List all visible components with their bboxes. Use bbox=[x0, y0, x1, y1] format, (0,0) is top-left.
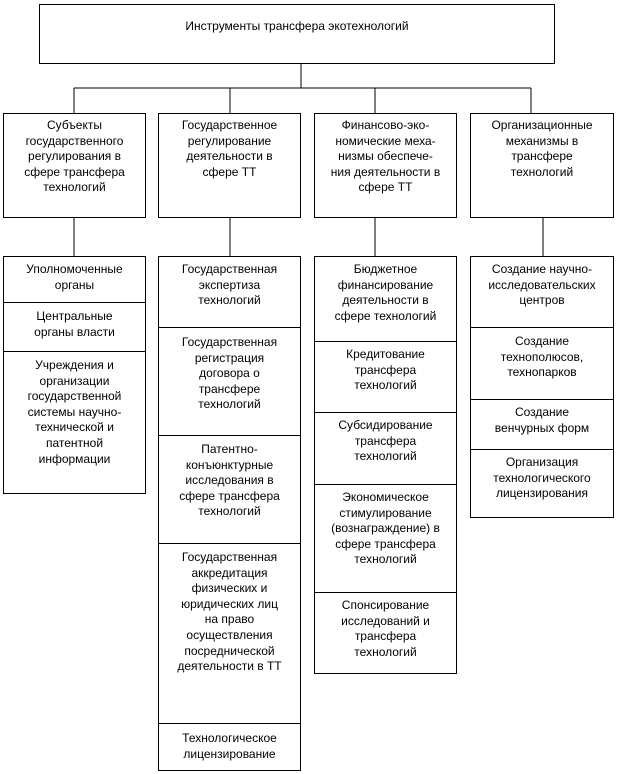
column-1-list bbox=[3, 256, 146, 494]
column-3-list bbox=[314, 256, 457, 674]
diagram-title: Инструменты трансфера экотехнологий bbox=[185, 19, 409, 33]
category-box-3 bbox=[314, 113, 457, 218]
column-4-item-text: Создание научно- исследовательских центров bbox=[488, 262, 596, 308]
column-2-item bbox=[159, 327, 300, 435]
category-label-4: Организационные механизмы в трансфере технологий bbox=[491, 118, 593, 179]
column-4-item bbox=[471, 449, 613, 517]
column-2-item-text: Технологическое лицензирование bbox=[182, 731, 277, 761]
column-2-list bbox=[158, 256, 301, 771]
column-3-item-text: Спонсирование исследований и трансфера технологий bbox=[341, 598, 430, 659]
column-3-item bbox=[315, 257, 456, 341]
column-1-item-text: Центральные органы власти bbox=[34, 309, 115, 339]
category-label-1: Субъекты государственного регулирования в сфере трансфера технологий bbox=[24, 118, 125, 195]
column-3-item-text: Экономическое стимулирование (вознаграждение) в сфере трансфера технологий bbox=[331, 490, 440, 567]
column-4-item bbox=[471, 399, 613, 449]
category-box-1 bbox=[3, 113, 146, 218]
column-4-list bbox=[470, 256, 614, 518]
column-2-item bbox=[159, 435, 300, 543]
column-3-item bbox=[315, 341, 456, 412]
column-3-item bbox=[315, 412, 456, 484]
category-box-2 bbox=[158, 113, 301, 218]
column-3-item-text: Кредитование трансфера технологий bbox=[346, 347, 425, 393]
column-4-item-text: Создание технополюсов, технопарков bbox=[500, 334, 584, 380]
column-1-item bbox=[4, 302, 145, 351]
column-2-item-text: Государственная аккредитация физических и юридических лиц на право осуществления посреднической деятельности в ТТ bbox=[177, 550, 282, 674]
column-2-item-text: Патентно- конъюнктурные исследования в сфере трансфера технологий bbox=[179, 442, 280, 519]
title-box bbox=[39, 4, 555, 64]
column-2-item-text: Государственная экспертиза технологий bbox=[181, 262, 278, 308]
column-1-item bbox=[4, 257, 145, 302]
column-2-item-text: Государственная регистрация договора о трансфере технологий bbox=[181, 335, 278, 412]
category-label-3: Финансово-эко- номические меха- низмы обеспече- ния деятельности в сфере ТТ bbox=[330, 118, 441, 195]
column-3-item-text: Субсидирование трансфера технологий bbox=[338, 418, 433, 464]
column-4-item-text: Организация технологического лицензирования bbox=[493, 455, 591, 501]
column-2-item bbox=[159, 543, 300, 723]
column-1-item-text: Уполномоченные органы bbox=[26, 262, 123, 292]
column-2-item bbox=[159, 257, 300, 327]
category-box-4 bbox=[470, 113, 614, 218]
column-1-item bbox=[4, 351, 145, 493]
column-1-item-text: Учреждения и организации государственной системы научно- технической и патентной информации bbox=[27, 358, 122, 466]
column-4-item bbox=[471, 327, 613, 399]
category-label-2: Государственное регулирование деятельности в сфере ТТ bbox=[181, 118, 278, 179]
column-4-item-text: Создание венчурных форм bbox=[494, 405, 590, 435]
column-3-item-text: Бюджетное финансирование деятельности в сфере технологий bbox=[334, 262, 437, 323]
column-2-item bbox=[159, 723, 300, 770]
column-3-item bbox=[315, 484, 456, 592]
column-4-item bbox=[471, 257, 613, 327]
column-3-item bbox=[315, 592, 456, 673]
